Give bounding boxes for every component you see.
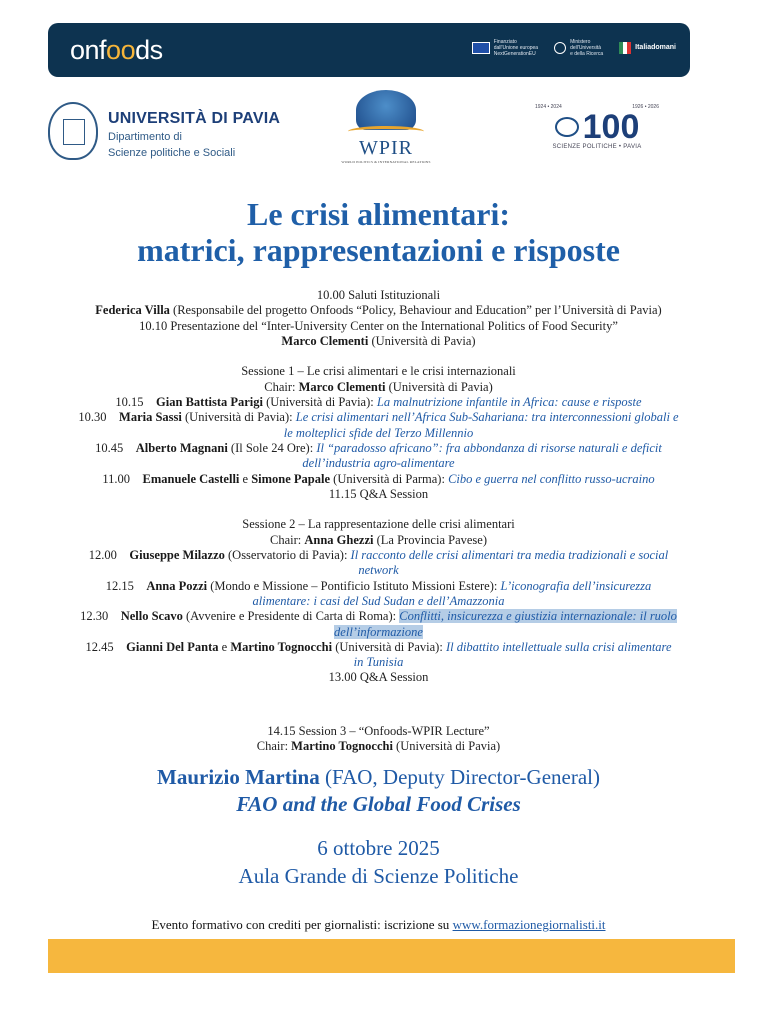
- list-item: 12.15 Anna Pozzi (Mondo e Missione – Pontificio Istituto Missioni Estere): L’iconografia dell’insicurezza: [105, 578, 652, 593]
- session3-chair: Chair: Martino Tognocchi (Università di Pavia): [256, 739, 501, 754]
- italy-flag-icon: [619, 42, 631, 54]
- book-icon: [348, 126, 424, 137]
- registration-link[interactable]: www.formazionegiornalisti.it: [452, 917, 606, 932]
- onfoods-logo: onfoods: [70, 35, 163, 65]
- session3-title: 14.15 Session 3 – “Onfoods-WPIR Lecture”: [267, 724, 490, 739]
- center-line: 10.10 Presentazione del “Inter-University Center on the International Politics of Food Security”: [139, 318, 618, 333]
- list-item: 12.45 Gianni Del Panta e Martino Tognocchi (Università di Pavia): Il dibattito intellettuale sulla crisi alimentare: [85, 639, 672, 654]
- eu-flag-icon: [472, 42, 490, 54]
- selected-text: Conflitti, insicurezza e giustizia internazionale: il ruolo: [399, 609, 677, 624]
- eu-funding-logo: Finanziato dall'Unione europea NextGenerationEU: [472, 39, 538, 57]
- keynote-talk: FAO and the Global Food Crises: [236, 792, 521, 816]
- journalist-note: Evento formativo con crediti per giornalisti: iscrizione su www.formazionegiornalisti.it: [151, 917, 606, 932]
- university-seal-icon: [48, 102, 98, 160]
- medal-icon: [555, 117, 579, 137]
- list-item: 11.00 Emanuele Castelli e Simone Papale (Università di Parma): Cibo e guerra nel conflitto russo-ucraino: [102, 471, 655, 486]
- sponsor-logos: [472, 39, 676, 57]
- event-venue: Aula Grande di Scienze Politiche: [238, 864, 519, 888]
- list-item: 10.15 Gian Battista Parigi (Università di Pavia): La malnutrizione infantile in Africa: cause e risposte: [115, 395, 642, 410]
- keynote-speaker: Maurizio Martina (FAO, Deputy Director-General): [157, 765, 600, 789]
- session2-chair: Chair: Anna Ghezzi (La Provincia Pavese): [270, 532, 487, 547]
- ministry-logo: Ministero dell'Università e della Ricerca: [554, 39, 603, 57]
- page-title: Le crisi alimentari: matrici, rappresentazioni e risposte: [137, 196, 620, 268]
- session2-qa: 13.00 Q&A Session: [328, 670, 429, 685]
- clementi-line: Marco Clementi (Università di Pavia): [281, 333, 476, 348]
- italiadomani-logo: Italiadomani: [619, 42, 676, 54]
- footer-bar: [48, 939, 735, 973]
- globe-icon: [356, 90, 416, 130]
- list-item: 10.30 Maria Sassi (Università di Pavia): Le crisi alimentari nell’Africa Sub-Sahariana: tra interconnessioni globali e: [78, 410, 679, 425]
- session1-title: Sessione 1 – Le crisi alimentari e le crisi internazionali: [241, 364, 516, 379]
- wpir-logo: WPIR WORLD POLITICS & INTERNATIONAL RELATIONS: [330, 90, 442, 170]
- list-item: 10.45 Alberto Magnani (Il Sole 24 Ore): Il “paradosso africano”: fra abbondanza di risorse naturali e deficit: [95, 440, 662, 455]
- program: [0, 288, 757, 755]
- list-item-cont: [0, 625, 757, 640]
- session1-qa: 11.15 Q&A Session: [328, 486, 429, 501]
- list-item-cont: alimentare: i casi del Sud Sudan e dell’Amazzonia: [252, 593, 505, 608]
- event-date: 6 ottobre 2025: [317, 836, 440, 860]
- institution-logos: [48, 90, 690, 170]
- centenary-logo: 1924 • 2024 1926 • 2026 100 SCIENZE POLITICHE • PAVIA: [535, 104, 659, 150]
- session2-title: Sessione 2 – La rappresentazione delle crisi alimentari: [242, 517, 515, 532]
- keynote: [0, 763, 757, 890]
- welcome-line: 10.00 Saluti Istituzionali: [316, 288, 441, 302]
- top-banner: [48, 23, 690, 77]
- session1-chair: Chair: Marco Clementi (Università di Pavia): [264, 379, 493, 394]
- list-item: 12.00 Giuseppe Milazzo (Osservatorio di Pavia): Il racconto delle crisi alimentari tra media tradizionali e social: [88, 548, 669, 563]
- villa-line: Federica Villa (Responsabile del progetto Onfoods “Policy, Behaviour and Education” per l’Università di Pavia): [95, 303, 662, 318]
- list-item-cont: in Tunisia: [353, 655, 404, 670]
- ministry-emblem-icon: [554, 42, 566, 54]
- list-item: 12.30 Nello Scavo (Avvenire e Presidente di Carta di Roma): Conflitti, insicurezza e giustizia internazionale: il ruolo: [80, 609, 677, 624]
- list-item-cont: dell’industria agro-alimentare: [302, 456, 455, 471]
- selected-text: dell’informazione: [334, 624, 423, 639]
- list-item-cont: le molteplici sfide del Terzo Millennio: [283, 425, 474, 440]
- list-item-cont: network: [358, 563, 399, 578]
- university-logo: UNIVERSITÀ DI PAVIA Dipartimento di Scienze politiche e Sociali: [108, 110, 281, 159]
